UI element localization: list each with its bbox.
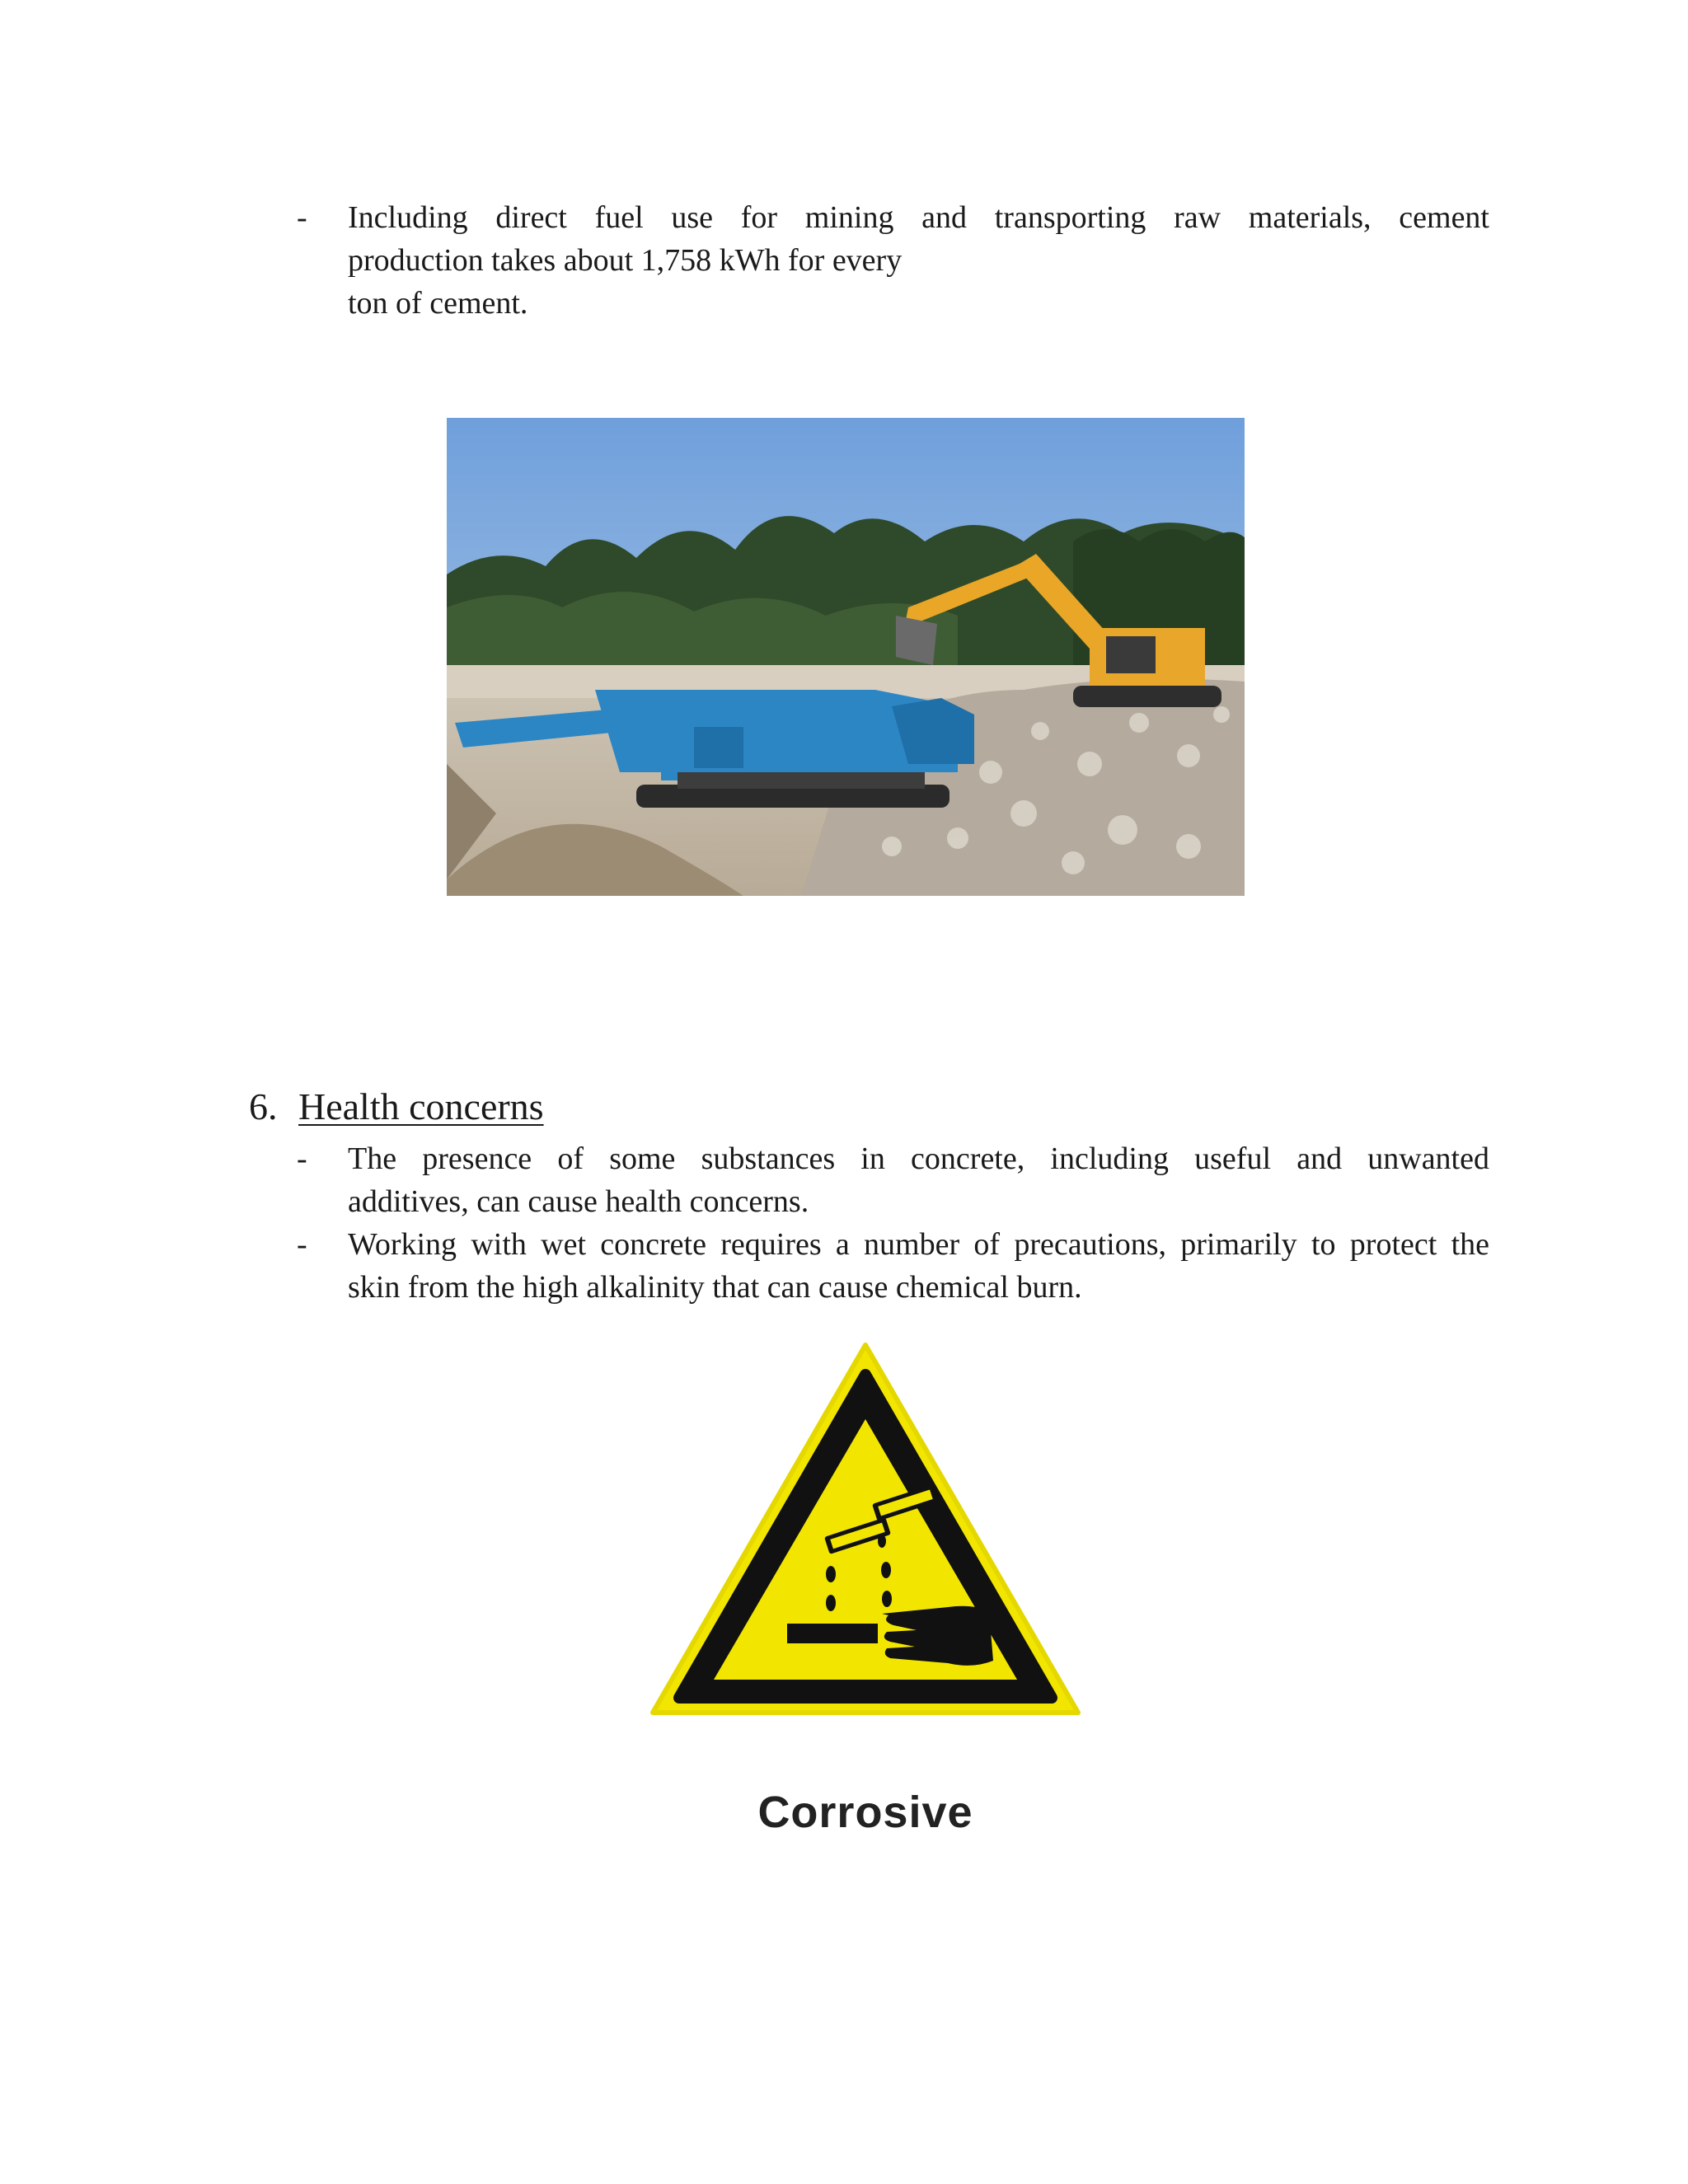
bullet-text: [348, 1223, 1489, 1309]
section-title: Health concerns: [298, 1085, 544, 1127]
bullet-line: ton of cement.: [348, 286, 528, 321]
corrosive-hazard-icon: [643, 1335, 1088, 1731]
bullet-marker: -: [297, 1141, 307, 1176]
bullet-line: production takes about 1,758 kWh for every: [348, 243, 903, 278]
bullet-marker: -: [297, 1227, 307, 1262]
crusher-excavator-image: [447, 418, 1245, 896]
hazard-caption: Corrosive: [757, 1788, 973, 1837]
section-heading: [249, 1081, 544, 1132]
bullet-line: Working with wet concrete requires a number of precautions, primarily to protect the: [348, 1227, 1489, 1262]
bullet-line: Including direct fuel use for mining and transporting raw materials, cement: [348, 200, 1489, 235]
bullet-line: The presence of some substances in concrete, including useful and unwanted: [348, 1141, 1489, 1176]
bullet-line: skin from the high alkalinity that can cause chemical burn.: [348, 1270, 1082, 1305]
section-number: 6.: [249, 1085, 278, 1127]
construction-photo: [447, 418, 1245, 896]
bullet-text: [348, 196, 1489, 325]
bullet-marker: -: [297, 200, 307, 235]
corrosive-sign-graphic: [643, 1335, 1088, 1731]
bullet-text: [348, 1137, 1489, 1223]
bullet-line: additives, can cause health concerns.: [348, 1184, 809, 1219]
